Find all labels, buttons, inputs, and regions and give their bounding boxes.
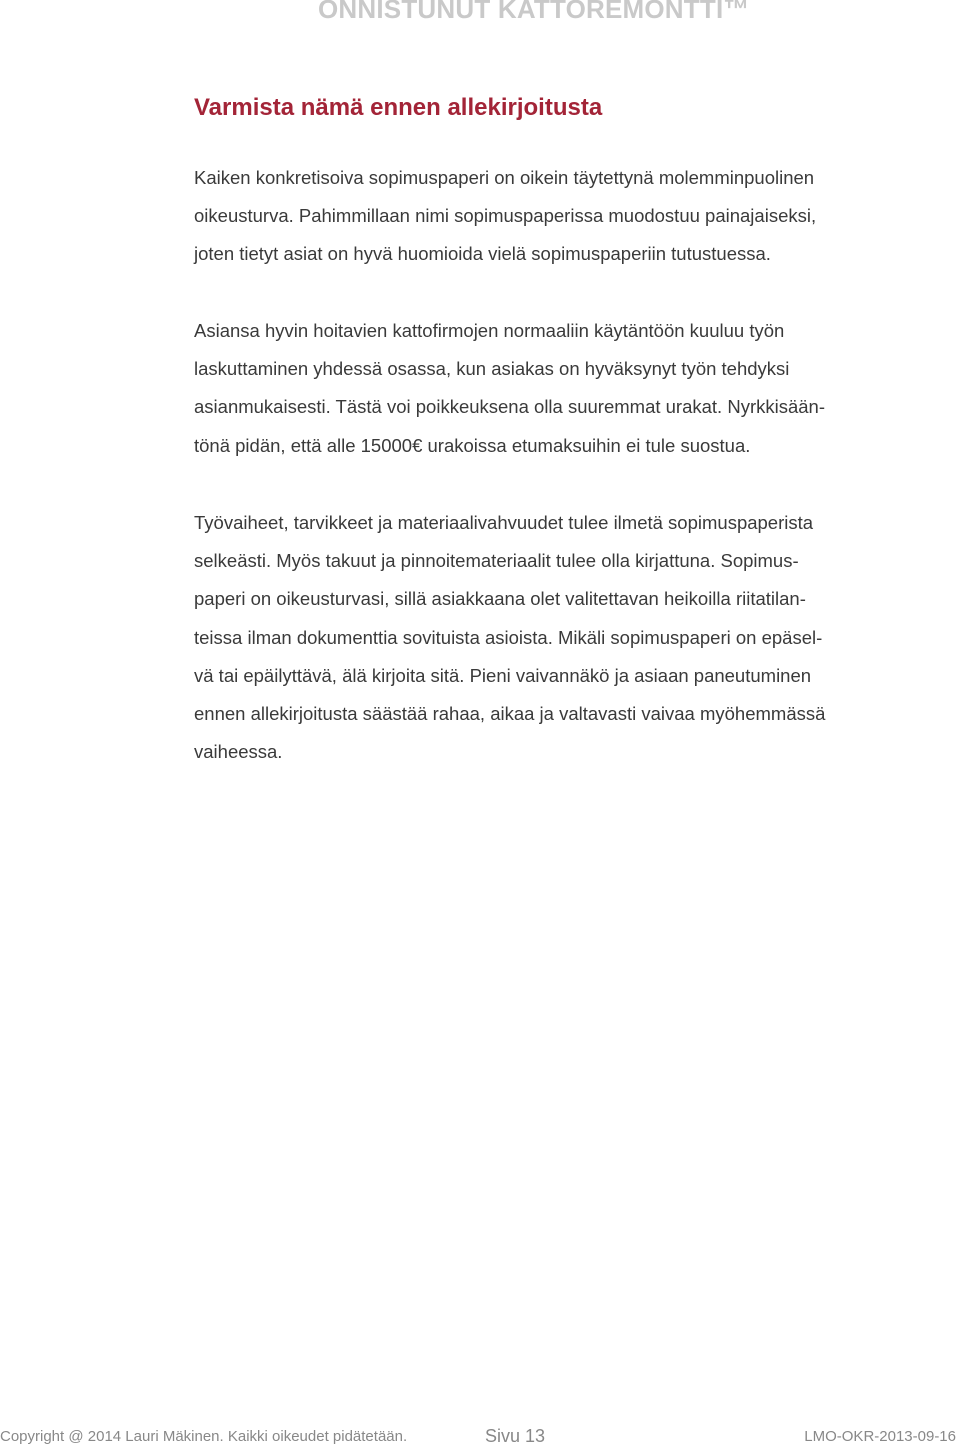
footer-document-code: LMO-OKR-2013-09-16	[804, 1428, 956, 1445]
paragraph-line: asianmukaisesti. Tästä voi poikkeuksena olla suuremmat urakat. Nyrkkisään-	[194, 396, 825, 418]
paragraph-line: laskuttaminen yhdessä osassa, kun asiakas on hyväksynyt työn tehdyksi	[194, 358, 790, 380]
paragraph-line: teissa ilman dokumenttia sovituista asioista. Mikäli sopimuspaperi on epäsel-	[194, 626, 823, 648]
footer-copyright: Copyright @ 2014 Lauri Mäkinen. Kaikki oikeudet pidätetään.	[0, 1428, 408, 1445]
section-heading: Varmista nämä ennen allekirjoitusta	[194, 94, 603, 121]
paragraph-line: Kaiken konkretisoiva sopimuspaperi on oikein täytettynä molemminpuolinen	[194, 167, 815, 188]
paragraph-line: selkeästi. Myös takuut ja pinnoitemateriaalit tulee olla kirjattuna. Sopimus-	[194, 550, 799, 572]
footer-divider	[0, 1420, 960, 1421]
paragraph-line: Työvaiheet, tarvikkeet ja materiaalivahvuudet tulee ilmetä sopimuspaperista	[194, 512, 814, 533]
running-header-title: ONNISTUNUT KATTOREMONTTI™	[318, 0, 750, 24]
paragraph-line: ennen allekirjoitusta säästää rahaa, aikaa ja valtavasti vaivaa myöhemmässä	[194, 703, 826, 725]
paragraph-line: joten tietyt asiat on hyvä huomioida vielä sopimuspaperiin tutustuessa.	[194, 243, 771, 265]
paragraph-contract-importance	[194, 159, 816, 274]
paragraph-contract-contents	[194, 504, 825, 771]
paragraph-billing-practice	[194, 312, 825, 465]
paragraph-line: Asiansa hyvin hoitavien kattofirmojen normaaliin käytäntöön kuuluu työn	[194, 320, 785, 341]
paragraph-line: oikeusturva. Pahimmillaan nimi sopimuspaperissa muodostuu painajaiseksi,	[194, 205, 817, 227]
paragraph-line: tönä pidän, että alle 15000€ urakoissa etumaksuihin ei tule suostua.	[194, 434, 751, 456]
footer-page-number: Sivu 13	[485, 1426, 546, 1446]
paragraph-line: vaiheessa.	[194, 741, 283, 763]
paragraph-line: vä tai epäilyttävä, älä kirjoita sitä. Pieni vaivannäkö ja asiaan paneutuminen	[194, 664, 812, 686]
paragraph-line: paperi on oikeusturvasi, sillä asiakkaana olet valitettavan heikoilla riitatilan-	[194, 588, 806, 610]
